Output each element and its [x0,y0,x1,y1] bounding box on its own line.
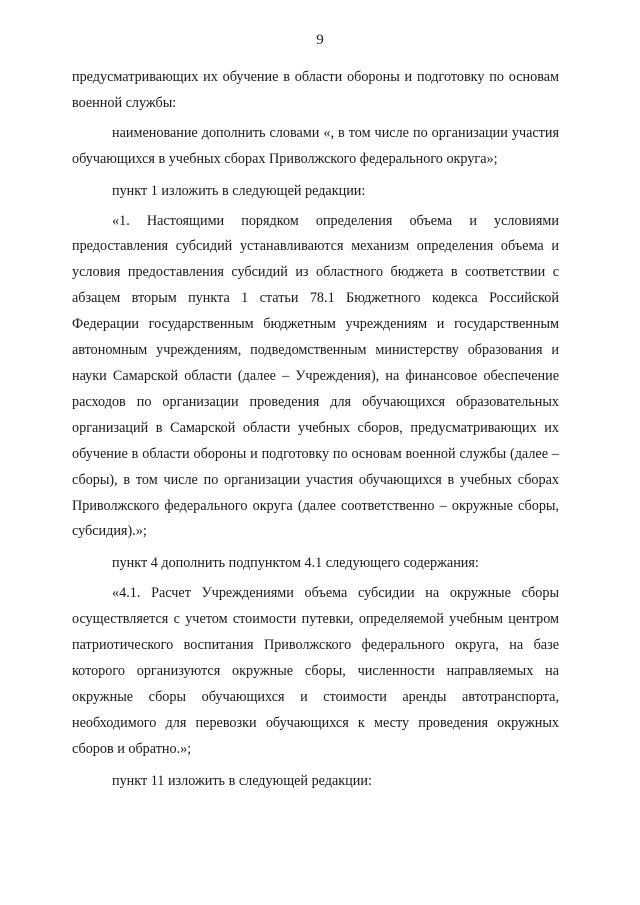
paragraph-item11-heading: пункт 11 изложить в следующей редакции: [112,772,372,789]
paragraph-item4-heading: пункт 4 дополнить подпунктом 4.1 следующего содержания: [112,555,479,572]
paragraph-item1-text: «1. Настоящими порядком определения объема и условиями предоставления субсидий устанавливаются механизм определения объема и условия предоставления субсидий из областного бюджета в соответствии с абзацем вторым пункта 1 статьи 78.1 Бюджетного кодекса Российской Федерации государственным бюджетным учреждениям и государственным автономным учреждениям, подведомственным министерству образования и науки Самарской области (далее – Учреждения), на финансовое обеспечение расходов по организации проведения для обучающихся образовательных организаций в Самарской области учебных сборов, предусматривающих их обучение в области обороны и подготовку по основам военной службы (далее – сборы), в том числе по организации участия обучающихся в учебных сборах Приволжского федерального округа (далее соответственно – окружные сборы, субсидия).»; [72,212,559,540]
document-body [72,65,559,794]
paragraph-continuation: предусматривающих их обучение в области обороны и подготовку по основам военной службы: [72,69,559,111]
paragraph-item1-heading: пункт 1 изложить в следующей редакции: [112,182,366,199]
paragraph-name-amendment: наименование дополнить словами «, в том числе по организации участия обучающихся в учебных сборах Приволжского федерального округа»; [72,124,559,167]
page-number: 9 [316,32,324,48]
paragraph-item4-1-text: «4.1. Расчет Учреждениями объема субсидии на окружные сборы осуществляется с учетом стоимости путевки, определяемой учебным центром патриотического воспитания Приволжского федерального округа, на базе которого организуются окружные сборы, численности направляемых на окружные сборы обучающихся и стоимости аренды автотранспорта, необходимого для перевозки обучающихся к месту проведения окружных сборов и обратно.»; [72,585,559,757]
